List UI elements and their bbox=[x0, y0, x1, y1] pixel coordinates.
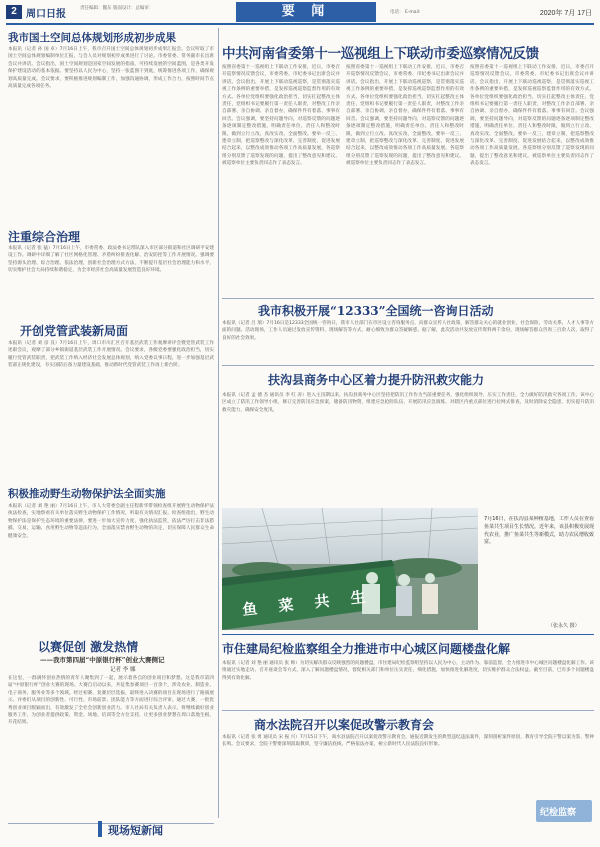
article-7-body: 本报讯（记者 吕 瑞）7月16日是12333全国统一咨询日，我市人社部门在市区设立咨询服务点，向群众宣传人社政策，解答群众关心的就业创业、社会保险、劳动关系、人才人事等方面的问题。活动现场，工作人员通过发放宣传资料、现场解答等方式，耐心细致为群众答疑解惑。据了解，此次活动共发放宣传资料两千余份，现场解答群众咨询三百余人次，取得了良好的社会效果。 bbox=[222, 321, 594, 341]
article-6-subtitle: ——我市第四届“中原银行杯”创业大赛侧记 bbox=[40, 656, 165, 664]
editor-info: 责任编辑：魏东 版面设计：总编审： bbox=[80, 6, 154, 11]
masthead: 周口日报 bbox=[26, 9, 66, 20]
photo-credit: （张永久 摄） bbox=[548, 623, 580, 629]
article-10-body: 本报讯（记者 张 勇 通讯员 宋 振 兴）7月15日下午，商水县法院召开以案促改警示教育会，通报近期发生的典型违纪违法案件，深刻剖析案件原因，教育引导全院干警以案为鉴、警钟长鸣。会议要求，全院干警要深刻汲取教训，坚守廉洁底线，严格依法办案，树立新时代人民法院良好形象。 bbox=[222, 735, 594, 748]
main-story-body-col-1: 按照省委第十一巡视组上下联动工作安排，近日，市委召开巡察情况反馈会议，市委常委、市纪委书记出席会议并讲话。会议指出，开展上下联动巡视巡察，是贯彻落实巡视工作条例的重要举措，是发挥巡视巡察监督作用的有效方式。各单位党组织要强化政治担当，切实扛起整改主体责任，党组织书记要履行第一责任人职责，对整改工作亲自部署、亲自协调、亲自督办，确保件件有着落、事事有回音。会议强调，要坚持问题导向，对巡察反馈的问题逐条逐项制定整改措施，明确责任单位、责任人和整改时限，做到立行立改、真改实改、全面整改。要举一反三、建章立制，把巡察整改与深化改革、完善制度、促进发展结合起来，以整改成效推动各项工作高质量发展。各巡察组分别反馈了巡察发现的问题，提出了整改意见和建议。被巡察单位主要负责同志作了表态发言。 bbox=[222, 65, 340, 167]
article-7-headline: 我市积极开展“12333”全国统一咨询日活动 bbox=[258, 304, 494, 318]
contact-info: 电话： E-mail: bbox=[390, 10, 421, 15]
photo-sign-text: 鱼 菜 共 生 bbox=[241, 587, 375, 619]
main-story-headline: 中共河南省委第十一巡视组上下联动市委巡察情况反馈 bbox=[222, 46, 539, 62]
rule-3 bbox=[222, 634, 594, 635]
article-1-headline: 我市国土空间总体规划形成初步成果 bbox=[8, 32, 176, 44]
photo-caption: 7月16日，在扶沟县某种植基地，工作人员在查看鱼菜共生项目生长情况。近年来，该县积极发展现代农业，推广鱼菜共生等新模式，助力农民增收致富。 bbox=[484, 516, 594, 546]
rule-4 bbox=[222, 710, 594, 711]
article-8-headline: 扶沟县商务中心区着力提升防汛救灾能力 bbox=[268, 373, 485, 387]
page-number: 2 bbox=[6, 5, 22, 19]
article-9-body: 本报讯（记者 刘 艳 丽 通讯员 张 帅）为切实解决群众反映强烈的问题楼盘，市住建局纪检监察组坚持以人民为中心，主动作为、靠前监督，全力推进市中心城区问题楼盘化解工作。该组通过实地走访、召开座谈会等方式，深入了解问题楼盘情况，督促相关部门和单位压实责任，细化措施，加快推进化解进度，切实维护群众合法权益。截至目前，已有多个问题楼盘得到有效化解。 bbox=[222, 661, 594, 681]
article-5-headline: 积极推动野生动物保护法全面实施 bbox=[8, 488, 166, 500]
section-title: 要 闻 bbox=[236, 2, 376, 22]
main-story-body-col-3: 按照省委第十一巡视组上下联动工作安排，近日，市委召开巡察情况反馈会议，市委常委、市纪委书记出席会议并讲话。会议指出，开展上下联动巡视巡察，是贯彻落实巡视工作条例的重要举措，是发挥巡视巡察监督作用的有效方式。各单位党组织要强化政治担当，切实扛起整改主体责任，党组织书记要履行第一责任人职责，对整改工作亲自部署、亲自协调、亲自督办，确保件件有着落、事事有回音。会议强调，要坚持问题导向，对巡察反馈的问题逐条逐项制定整改措施，明确责任单位、责任人和整改时限，做到立行立改、真改实改、全面整改。要举一反三、建章立制，把巡察整改与深化改革、完善制度、促进发展结合起来，以整改成效推动各项工作高质量发展。各巡察组分别反馈了巡察发现的问题，提出了整改意见和建议。被巡察单位主要负责同志作了表态发言。 bbox=[470, 65, 594, 167]
footer-accent-bar bbox=[98, 821, 102, 837]
rule-2 bbox=[222, 365, 594, 366]
article-1-body: 本报讯（记者 孙 国 卓）7月16日上午，我市召开国土空间总体规划初步成果汇报会。会议听取了市国土空间总体规划编制单位汇报，与会人员对规划初步成果进行了讨论。市委常委、常务副市长出席会议并讲话。会议指出，国土空间规划是国家空间发展的指南、可持续发展的空间蓝图，是各类开发保护建设活动的基本依据。要坚持以人民为中心，坚持一张蓝图干到底，统筹推进各项工作，确保规划高质量完成。会议要求，要积极推进规划编制工作，加强沟通协调，形成工作合力，按照时间节点高质量完成各项任务。 bbox=[8, 47, 214, 90]
article-9-headline: 市住建局纪检监察组全力推进市中心城区问题楼盘化解 bbox=[222, 642, 511, 656]
article-2-body: 本报讯（记者 张 猛）7月16日上午，市委常委、政法委书记带队深入市区部分街道和社区调研平安建设工作。调研中详细了解了社区网格化管理、矛盾纠纷排查化解、治安防控等工作开展情况。强调要坚持源头治理、综合治理、依法治理，创新社会治理方式方法，不断提升基层社会治理能力和水平，切实维护社会大局持续和谐稳定，为全市经济社会高质量发展营造良好环境。 bbox=[8, 246, 214, 274]
article-2-headline: 注重综合治理 bbox=[8, 230, 81, 244]
article-6-headline: 以赛促创 激发热情 bbox=[38, 640, 139, 654]
header-rule bbox=[6, 23, 594, 25]
article-6-body: 在这里，一群满怀创业热情的青年人聚集到了一起，展示着各自的创业项目和梦想。这是我市第四届“中原银行杯”创业大赛的现场。大赛自启动以来，共征集参赛项目一百余个，涉及农业、制造业、电子商务、服务业等多个领域。经过初赛、复赛层层选拔，最终进入决赛的项目在现场进行了路演展示。评委们从项目的创新性、可行性、市场前景、团队能力等方面进行综合评审。通过大赛，一批优秀创业项目脱颖而出，有效激发了全社会创新创业活力。市人社局有关负责人表示，将继续做好创业服务工作，为创业者提供政策、资金、场地、培训等全方位支持，让更多创业梦想在周口落地生根、开花结果。 bbox=[8, 676, 214, 726]
news-photo bbox=[222, 508, 478, 630]
article-6-byline: 记者 李 娜 bbox=[110, 667, 136, 673]
rule-1 bbox=[222, 298, 594, 299]
main-story-body-col-2: 按照省委第十一巡视组上下联动工作安排，近日，市委召开巡察情况反馈会议，市委常委、市纪委书记出席会议并讲话。会议指出，开展上下联动巡视巡察，是贯彻落实巡视工作条例的重要举措，是发挥巡视巡察监督作用的有效方式。各单位党组织要强化政治担当，切实扛起整改主体责任，党组织书记要履行第一责任人职责，对整改工作亲自部署、亲自协调、亲自督办，确保件件有着落、事事有回音。会议强调，要坚持问题导向，对巡察反馈的问题逐条逐项制定整改措施，明确责任单位、责任人和整改时限，做到立行立改、真改实改、全面整改。要举一反三、建章立制，把巡察整改与深化改革、完善制度、促进发展结合起来，以整改成效推动各项工作高质量发展。各巡察组分别反馈了巡察发现的问题，提出了整改意见和建议。被巡察单位主要负责同志作了表态发言。 bbox=[346, 65, 464, 167]
column-divider bbox=[218, 28, 219, 818]
article-4-body: 本报讯（记者 刘 彦 良）7月16日上午，周口市川汇区召开基层武装工作观摩讲评会暨党管武装工作述职会议，观摩了部分乡镇街道基层武装工作开展情况。会议要求，各级党委要强化政治担当，切实履行党管武装职责，把武装工作纳入经济社会发展总体规划，纳入党委议事日程，进一步加强基层武装部正规化建设，夯实国防后备力量建设基础，推动新时代党管武装工作再上新台阶。 bbox=[8, 341, 214, 369]
article-10-headline: 商水法院召开以案促改警示教育会 bbox=[254, 718, 435, 732]
article-8-body: 本报讯（记者 孟 德 杰 通讯员 李 红 涛）进入主汛期以来，扶沟县商务中心区坚持把防汛工作作为当前重要任务，强化组织领导，压实工作责任，全力做好防汛救灾各项工作。该中心区成立了防汛工作领导小组，修订完善防汛应急预案，储备防汛物资，组建应急抢险队伍，开展防汛应急演练，对辖区内重点部位进行拉网式排查，及时消除安全隐患，切实提升防汛救灾能力，确保安全度汛。 bbox=[222, 393, 594, 413]
issue-date: 2020年 7月 17日 bbox=[539, 10, 592, 17]
footer-banner bbox=[8, 817, 214, 841]
article-5-body: 本报讯（记者 刘 艳 丽）7月16日上午，市人大常委会副主任程新华带领检查组开展野生动物保护法执法检查，实地察看有关单位落实野生动物保护工作情况，听取有关情况汇报。检查组指出，野生动物保护法是保护生态环境的重要法律，要进一步加大宣传力度，强化执法监管，依法严厉打击非法猎捕、交易、运输、食用野生动物等违法行为，全面落实禁食野生动物的决定，切实保障人民群众生命健康安全。 bbox=[8, 504, 214, 539]
footer-column-title: 现场短新闻 bbox=[108, 824, 163, 837]
article-4-headline: 开创党管武装新局面 bbox=[20, 324, 129, 338]
column-badge-label: 纪检监察 bbox=[540, 808, 577, 818]
column-badge bbox=[536, 800, 592, 822]
